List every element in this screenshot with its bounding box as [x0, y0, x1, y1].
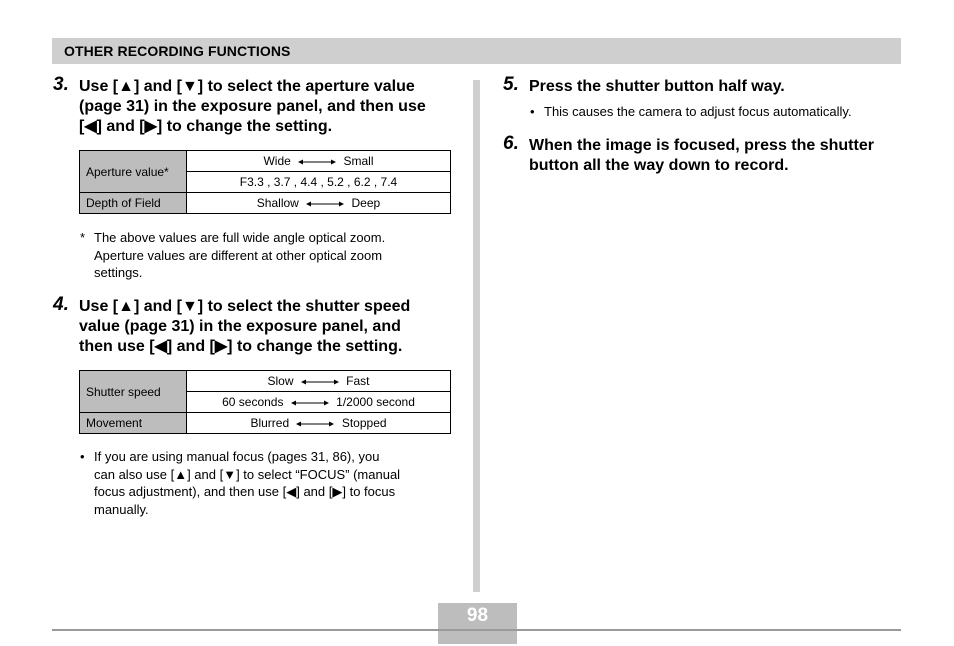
- step-text: [79, 77, 426, 137]
- step-line: value (page 31) in the exposure panel, and: [79, 318, 401, 335]
- depth-of-field-label: Depth of Field: [80, 193, 187, 214]
- aperture-values-cell: F3.3 , 3.7 , 4.4 , 5.2 , 6.2 , 7.4: [187, 172, 451, 193]
- step-text: [529, 136, 874, 176]
- step-line: then use [◀] and [▶] to change the setting.: [79, 338, 403, 355]
- header-bar: [52, 38, 901, 64]
- aperture-table: [79, 150, 451, 214]
- shutter-speed-label: Shutter speed: [80, 371, 187, 413]
- double-arrow-icon: [291, 399, 329, 407]
- page-number-tab: [438, 631, 517, 644]
- step-line: Press the shutter button half way.: [529, 78, 785, 95]
- double-arrow-icon: [298, 158, 336, 166]
- double-arrow-icon: [296, 420, 334, 428]
- double-arrow-icon: [301, 378, 339, 386]
- asterisk-mark: *: [80, 230, 86, 245]
- step-line: When the image is focused, press the shutter: [529, 137, 874, 154]
- shutter-values-cell: 60 seconds 1/2000 second: [187, 392, 451, 413]
- step-line: [◀] and [▶] to change the setting.: [79, 118, 333, 135]
- bullet-mark: •: [80, 449, 85, 464]
- page-number: 98: [466, 605, 489, 626]
- step-text: [529, 77, 785, 97]
- movement-label: Movement: [80, 413, 187, 434]
- step-number: 3.: [53, 74, 69, 95]
- step-line: button all the way down to record.: [529, 157, 789, 174]
- step-text: [79, 297, 410, 357]
- step-line: Use [▲] and [▼] to select the aperture value: [79, 78, 415, 95]
- step-number: 6.: [503, 133, 519, 154]
- movement-range-cell: Blurred Stopped: [187, 413, 451, 434]
- shutter-range-cell: Slow Fast: [187, 371, 451, 392]
- step-number: 5.: [503, 74, 519, 95]
- depth-range-cell: Shallow Deep: [187, 193, 451, 214]
- bullet-mark: •: [530, 104, 535, 119]
- step-line: (page 31) in the exposure panel, and then use: [79, 98, 426, 115]
- step-number: 4.: [53, 294, 69, 315]
- shutter-table: [79, 370, 451, 434]
- page-number-box: [438, 603, 517, 629]
- aperture-range-cell: Wide Small: [187, 151, 451, 172]
- aperture-value-label: Aperture value*: [80, 151, 187, 193]
- double-arrow-icon: [306, 200, 344, 208]
- step-line: Use [▲] and [▼] to select the shutter speed: [79, 298, 411, 315]
- asterisk-mark: *: [164, 164, 169, 179]
- column-divider: [473, 80, 480, 592]
- section-title: OTHER RECORDING FUNCTIONS: [64, 43, 291, 59]
